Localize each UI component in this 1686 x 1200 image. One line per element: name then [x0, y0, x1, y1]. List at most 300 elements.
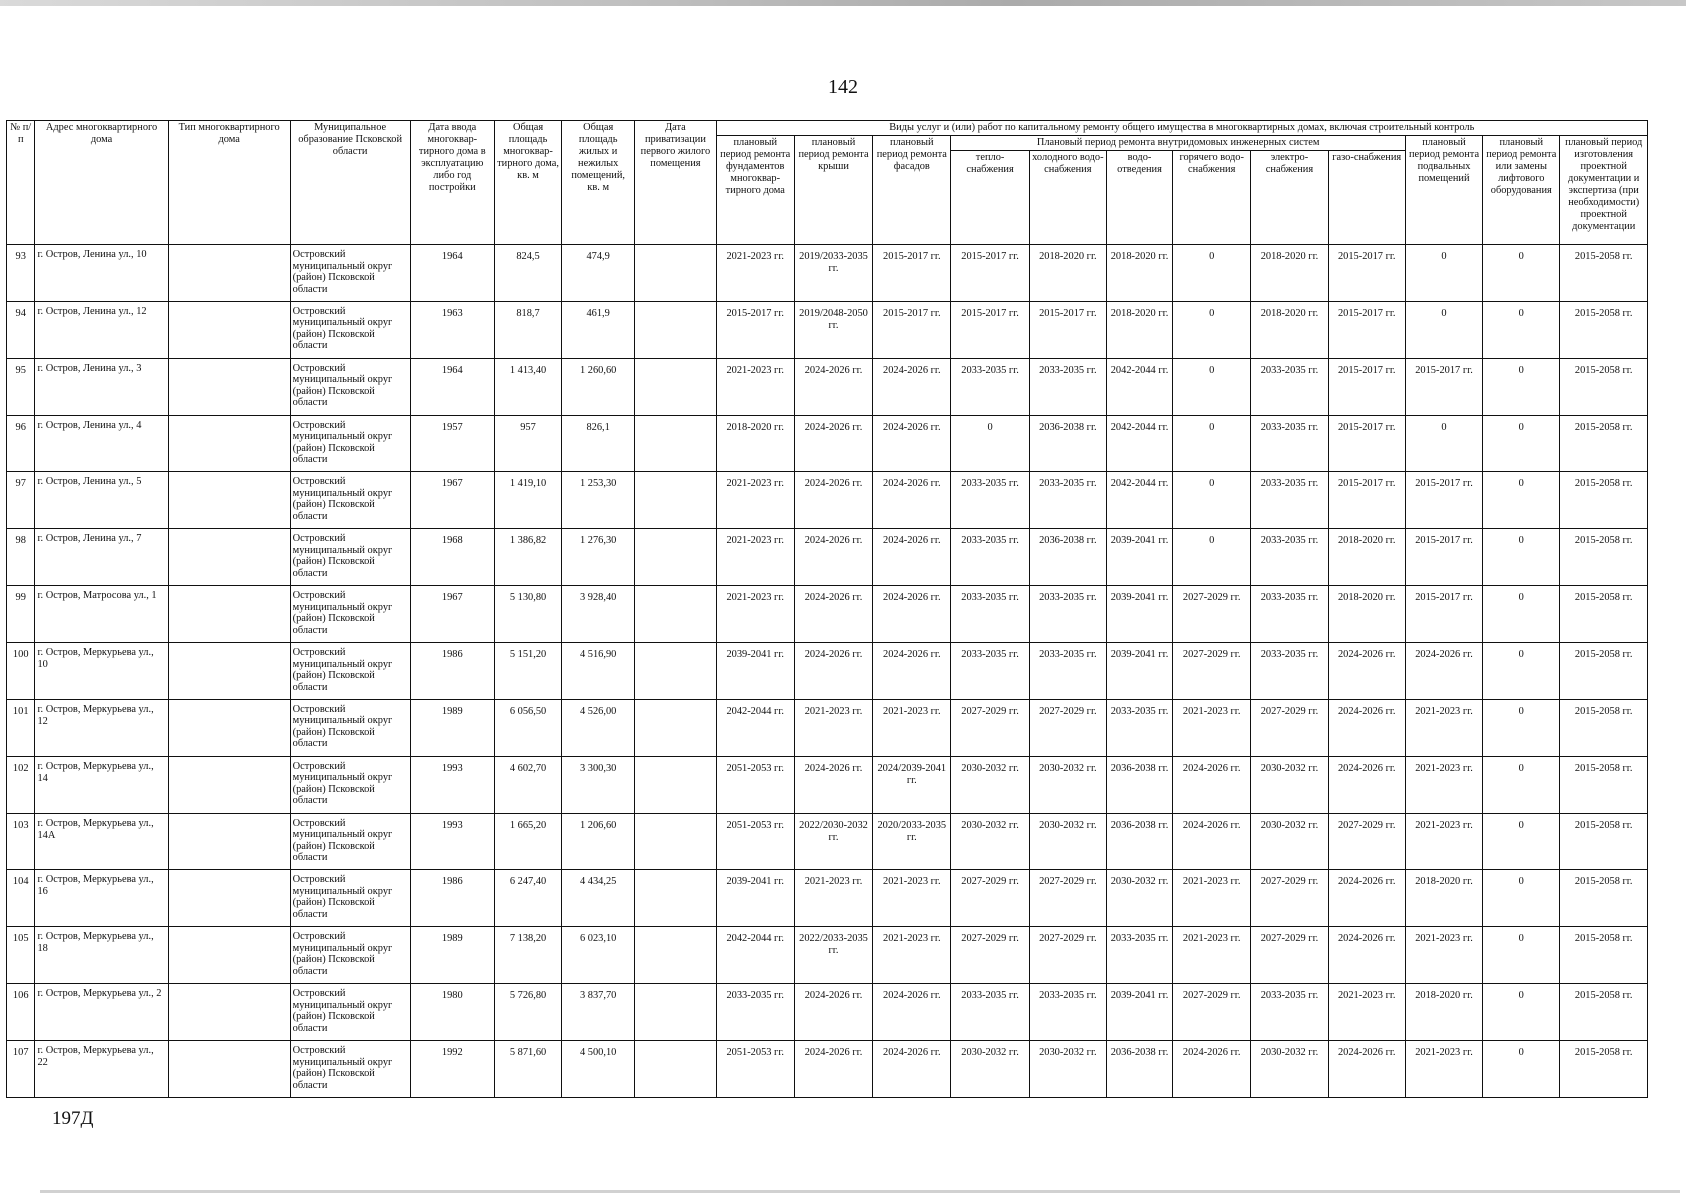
cell-design: 2015-2058 гг. [1560, 529, 1648, 586]
cell-electric: 2027-2029 гг. [1251, 870, 1328, 927]
cell-total-area: 6 247,40 [494, 870, 561, 927]
cell-hot-water: 2024-2026 гг. [1173, 1041, 1251, 1098]
cell-basement: 2015-2017 гг. [1405, 586, 1482, 643]
cell-hot-water: 0 [1173, 245, 1251, 302]
cell-heat: 0 [951, 415, 1029, 472]
cell-privatization [635, 415, 716, 472]
cell-drainage: 2042-2044 гг. [1106, 415, 1172, 472]
cell-hot-water: 0 [1173, 472, 1251, 529]
cell-n: 101 [7, 699, 35, 756]
cell-type [168, 927, 290, 984]
cell-year: 1980 [410, 984, 494, 1041]
table-row [7, 699, 1648, 756]
cell-basement: 2018-2020 гг. [1405, 984, 1482, 1041]
cell-heat: 2027-2029 гг. [951, 699, 1029, 756]
cell-facade: 2021-2023 гг. [873, 699, 951, 756]
cell-design: 2015-2058 гг. [1560, 643, 1648, 700]
cell-design: 2015-2058 гг. [1560, 472, 1648, 529]
cell-heat: 2015-2017 гг. [951, 301, 1029, 358]
table-body [7, 245, 1648, 1098]
cell-facade: 2024-2026 гг. [873, 472, 951, 529]
cell-facade: 2021-2023 гг. [873, 927, 951, 984]
col-drainage-header: водо-отведения [1106, 151, 1172, 245]
cell-electric: 2030-2032 гг. [1251, 813, 1328, 870]
col-municipality-header: Муниципальное образование Псковской области [290, 121, 410, 245]
cell-hot-water: 2021-2023 гг. [1173, 699, 1251, 756]
cell-roof: 2024-2026 гг. [794, 1041, 872, 1098]
cell-electric: 2033-2035 гг. [1251, 358, 1328, 415]
scan-edge-bottom [40, 1190, 1680, 1193]
cell-year: 1993 [410, 813, 494, 870]
cell-gas: 2021-2023 гг. [1328, 984, 1405, 1041]
cell-year: 1986 [410, 643, 494, 700]
cell-gas: 2027-2029 гг. [1328, 813, 1405, 870]
cell-design: 2015-2058 гг. [1560, 813, 1648, 870]
cell-n: 95 [7, 358, 35, 415]
cell-roof: 2022/2033-2035 гг. [794, 927, 872, 984]
cell-basement: 0 [1405, 245, 1482, 302]
cell-year: 1964 [410, 245, 494, 302]
col-heat-header: тепло-снабжения [951, 151, 1029, 245]
cell-address: г. Остров, Ленина ул., 4 [35, 415, 168, 472]
cell-cold-water: 2030-2032 гг. [1029, 756, 1106, 813]
cell-foundation: 2021-2023 гг. [716, 529, 794, 586]
cell-elevator: 0 [1483, 870, 1560, 927]
cell-foundation: 2039-2041 гг. [716, 870, 794, 927]
table-row [7, 813, 1648, 870]
cell-elevator: 0 [1483, 927, 1560, 984]
cell-heat: 2033-2035 гг. [951, 529, 1029, 586]
cell-living-area: 3 300,30 [562, 756, 635, 813]
cell-drainage: 2042-2044 гг. [1106, 358, 1172, 415]
cell-privatization [635, 1041, 716, 1098]
cell-type [168, 301, 290, 358]
cell-gas: 2024-2026 гг. [1328, 756, 1405, 813]
cell-elevator: 0 [1483, 472, 1560, 529]
cell-foundation: 2021-2023 гг. [716, 358, 794, 415]
cell-cold-water: 2018-2020 гг. [1029, 245, 1106, 302]
document-code: 197Д [52, 1108, 94, 1129]
cell-electric: 2033-2035 гг. [1251, 415, 1328, 472]
cell-elevator: 0 [1483, 529, 1560, 586]
cell-total-area: 5 151,20 [494, 643, 561, 700]
cell-elevator: 0 [1483, 1041, 1560, 1098]
cell-hot-water: 2027-2029 гг. [1173, 586, 1251, 643]
cell-living-area: 4 434,25 [562, 870, 635, 927]
cell-drainage: 2033-2035 гг. [1106, 699, 1172, 756]
cell-heat: 2033-2035 гг. [951, 586, 1029, 643]
cell-facade: 2024-2026 гг. [873, 529, 951, 586]
table-row [7, 643, 1648, 700]
cell-total-area: 1 665,20 [494, 813, 561, 870]
cell-foundation: 2051-2053 гг. [716, 1041, 794, 1098]
page-number: 142 [828, 76, 858, 98]
cell-roof: 2024-2026 гг. [794, 984, 872, 1041]
cell-type [168, 1041, 290, 1098]
cell-basement: 2021-2023 гг. [1405, 927, 1482, 984]
cell-basement: 2015-2017 гг. [1405, 358, 1482, 415]
table-row [7, 756, 1648, 813]
cell-type [168, 245, 290, 302]
cell-electric: 2018-2020 гг. [1251, 245, 1328, 302]
cell-hot-water: 0 [1173, 529, 1251, 586]
cell-type [168, 756, 290, 813]
table-row [7, 472, 1648, 529]
cell-address: г. Остров, Меркурьева ул., 16 [35, 870, 168, 927]
cell-living-area: 3 928,40 [562, 586, 635, 643]
cell-year: 1993 [410, 756, 494, 813]
cell-heat: 2030-2032 гг. [951, 756, 1029, 813]
cell-cold-water: 2033-2035 гг. [1029, 358, 1106, 415]
cell-foundation: 2021-2023 гг. [716, 472, 794, 529]
cell-address: г. Остров, Меркурьева ул., 14 [35, 756, 168, 813]
cell-year: 1957 [410, 415, 494, 472]
cell-drainage: 2039-2041 гг. [1106, 529, 1172, 586]
cell-privatization [635, 472, 716, 529]
cell-total-area: 5 130,80 [494, 586, 561, 643]
cell-basement: 2015-2017 гг. [1405, 529, 1482, 586]
systems-group-header: Плановый период ремонта внутридомовых инженерных систем [951, 136, 1405, 151]
cell-address: г. Остров, Меркурьева ул., 18 [35, 927, 168, 984]
cell-electric: 2027-2029 гг. [1251, 699, 1328, 756]
cell-hot-water: 2024-2026 гг. [1173, 756, 1251, 813]
col-num-header: № п/п [7, 121, 35, 245]
cell-total-area: 4 602,70 [494, 756, 561, 813]
cell-address: г. Остров, Матросова ул., 1 [35, 586, 168, 643]
cell-privatization [635, 358, 716, 415]
cell-living-area: 4 500,10 [562, 1041, 635, 1098]
cell-facade: 2024-2026 гг. [873, 358, 951, 415]
cell-living-area: 1 276,30 [562, 529, 635, 586]
cell-year: 1967 [410, 472, 494, 529]
table-row [7, 301, 1648, 358]
cell-year: 1963 [410, 301, 494, 358]
cell-roof: 2021-2023 гг. [794, 699, 872, 756]
cell-elevator: 0 [1483, 301, 1560, 358]
cell-foundation: 2021-2023 гг. [716, 586, 794, 643]
cell-design: 2015-2058 гг. [1560, 245, 1648, 302]
cell-foundation: 2042-2044 гг. [716, 699, 794, 756]
cell-living-area: 1 253,30 [562, 472, 635, 529]
cell-year: 1992 [410, 1041, 494, 1098]
cell-drainage: 2018-2020 гг. [1106, 245, 1172, 302]
cell-roof: 2024-2026 гг. [794, 756, 872, 813]
cell-electric: 2018-2020 гг. [1251, 301, 1328, 358]
cell-basement: 2021-2023 гг. [1405, 756, 1482, 813]
cell-roof: 2024-2026 гг. [794, 415, 872, 472]
cell-address: г. Остров, Ленина ул., 7 [35, 529, 168, 586]
cell-design: 2015-2058 гг. [1560, 984, 1648, 1041]
cell-n: 94 [7, 301, 35, 358]
cell-heat: 2033-2035 гг. [951, 358, 1029, 415]
cell-elevator: 0 [1483, 643, 1560, 700]
cell-foundation: 2042-2044 гг. [716, 927, 794, 984]
cell-design: 2015-2058 гг. [1560, 699, 1648, 756]
cell-facade: 2015-2017 гг. [873, 245, 951, 302]
col-privatization-header: Дата приватизации первого жилого помещения [635, 121, 716, 245]
cell-cold-water: 2036-2038 гг. [1029, 529, 1106, 586]
cell-facade: 2024-2026 гг. [873, 1041, 951, 1098]
cell-type [168, 699, 290, 756]
cell-municipality: Островский муниципальный округ (район) Псковской области [290, 301, 410, 358]
cell-n: 106 [7, 984, 35, 1041]
cell-gas: 2024-2026 гг. [1328, 870, 1405, 927]
cell-drainage: 2030-2032 гг. [1106, 870, 1172, 927]
cell-basement: 0 [1405, 301, 1482, 358]
cell-cold-water: 2033-2035 гг. [1029, 643, 1106, 700]
cell-privatization [635, 529, 716, 586]
cell-privatization [635, 756, 716, 813]
cell-facade: 2024-2026 гг. [873, 586, 951, 643]
cell-cold-water: 2027-2029 гг. [1029, 870, 1106, 927]
cell-total-area: 818,7 [494, 301, 561, 358]
col-living-area-header: Общая площадь жилых и нежилых помещений, кв. м [562, 121, 635, 245]
cell-drainage: 2039-2041 гг. [1106, 984, 1172, 1041]
cell-type [168, 472, 290, 529]
cell-municipality: Островский муниципальный округ (район) Псковской области [290, 1041, 410, 1098]
col-design-docs-header: плановый период изготовления проектной документации и экспертиза (при необходимости) проектной документации [1560, 136, 1648, 245]
cell-electric: 2030-2032 гг. [1251, 1041, 1328, 1098]
cell-basement: 2015-2017 гг. [1405, 472, 1482, 529]
cell-basement: 0 [1405, 415, 1482, 472]
cell-total-area: 5 871,60 [494, 1041, 561, 1098]
cell-heat: 2015-2017 гг. [951, 245, 1029, 302]
cell-type [168, 358, 290, 415]
cell-hot-water: 0 [1173, 415, 1251, 472]
cell-design: 2015-2058 гг. [1560, 756, 1648, 813]
cell-hot-water: 2027-2029 гг. [1173, 643, 1251, 700]
cell-drainage: 2039-2041 гг. [1106, 586, 1172, 643]
cell-elevator: 0 [1483, 756, 1560, 813]
cell-type [168, 813, 290, 870]
cell-basement: 2021-2023 гг. [1405, 1041, 1482, 1098]
cell-total-area: 1 419,10 [494, 472, 561, 529]
cell-year: 1967 [410, 586, 494, 643]
cell-elevator: 0 [1483, 586, 1560, 643]
cell-facade: 2015-2017 гг. [873, 301, 951, 358]
cell-living-area: 826,1 [562, 415, 635, 472]
cell-municipality: Островский муниципальный округ (район) Псковской области [290, 358, 410, 415]
cell-municipality: Островский муниципальный округ (район) Псковской области [290, 870, 410, 927]
capital-repair-table [6, 120, 1648, 1098]
cell-roof: 2024-2026 гг. [794, 586, 872, 643]
cell-privatization [635, 927, 716, 984]
cell-roof: 2019/2048-2050 гг. [794, 301, 872, 358]
cell-cold-water: 2030-2032 гг. [1029, 813, 1106, 870]
col-total-area-header: Общая площадь многоквар-тирного дома, кв. м [494, 121, 561, 245]
cell-living-area: 474,9 [562, 245, 635, 302]
cell-municipality: Островский муниципальный округ (район) Псковской области [290, 984, 410, 1041]
cell-n: 100 [7, 643, 35, 700]
cell-address: г. Остров, Ленина ул., 10 [35, 245, 168, 302]
cell-cold-water: 2033-2035 гг. [1029, 472, 1106, 529]
col-facade-header: плановый период ремонта фасадов [873, 136, 951, 245]
cell-cold-water: 2030-2032 гг. [1029, 1041, 1106, 1098]
col-foundation-header: плановый период ремонта фундаментов многоквар-тирного дома [716, 136, 794, 245]
cell-gas: 2024-2026 гг. [1328, 1041, 1405, 1098]
works-group-header: Виды услуг и (или) работ по капитальному ремонту общего имущества в многоквартирных домах, включая строительный контроль [716, 121, 1647, 136]
col-gas-header: газо-снабжения [1328, 151, 1405, 245]
cell-design: 2015-2058 гг. [1560, 415, 1648, 472]
cell-drainage: 2042-2044 гг. [1106, 472, 1172, 529]
cell-municipality: Островский муниципальный округ (район) Псковской области [290, 813, 410, 870]
cell-heat: 2027-2029 гг. [951, 870, 1029, 927]
col-cold-water-header: холодного водо-снабжения [1029, 151, 1106, 245]
cell-facade: 2020/2033-2035 гг. [873, 813, 951, 870]
cell-electric: 2030-2032 гг. [1251, 756, 1328, 813]
cell-cold-water: 2027-2029 гг. [1029, 927, 1106, 984]
cell-municipality: Островский муниципальный округ (район) Псковской области [290, 586, 410, 643]
cell-type [168, 529, 290, 586]
cell-foundation: 2051-2053 гг. [716, 813, 794, 870]
cell-roof: 2024-2026 гг. [794, 643, 872, 700]
cell-address: г. Остров, Меркурьева ул., 22 [35, 1041, 168, 1098]
cell-total-area: 957 [494, 415, 561, 472]
cell-elevator: 0 [1483, 415, 1560, 472]
cell-facade: 2024-2026 гг. [873, 984, 951, 1041]
cell-design: 2015-2058 гг. [1560, 358, 1648, 415]
cell-drainage: 2018-2020 гг. [1106, 301, 1172, 358]
cell-electric: 2033-2035 гг. [1251, 472, 1328, 529]
cell-basement: 2024-2026 гг. [1405, 643, 1482, 700]
cell-facade: 2024-2026 гг. [873, 415, 951, 472]
cell-n: 96 [7, 415, 35, 472]
cell-gas: 2024-2026 гг. [1328, 927, 1405, 984]
cell-design: 2015-2058 гг. [1560, 1041, 1648, 1098]
cell-n: 97 [7, 472, 35, 529]
cell-gas: 2024-2026 гг. [1328, 699, 1405, 756]
col-address-header: Адрес многоквартирного дома [35, 121, 168, 245]
cell-heat: 2030-2032 гг. [951, 813, 1029, 870]
cell-living-area: 3 837,70 [562, 984, 635, 1041]
cell-heat: 2027-2029 гг. [951, 927, 1029, 984]
cell-year: 1964 [410, 358, 494, 415]
cell-municipality: Островский муниципальный округ (район) Псковской области [290, 529, 410, 586]
cell-living-area: 4 516,90 [562, 643, 635, 700]
table-row [7, 358, 1648, 415]
cell-elevator: 0 [1483, 813, 1560, 870]
cell-living-area: 6 023,10 [562, 927, 635, 984]
cell-year: 1989 [410, 699, 494, 756]
cell-n: 93 [7, 245, 35, 302]
col-roof-header: плановый период ремонта крыши [794, 136, 872, 245]
cell-heat: 2033-2035 гг. [951, 984, 1029, 1041]
col-elevator-header: плановый период ремонта или замены лифтового оборудования [1483, 136, 1560, 245]
cell-year: 1989 [410, 927, 494, 984]
cell-living-area: 1 206,60 [562, 813, 635, 870]
cell-hot-water: 0 [1173, 358, 1251, 415]
cell-roof: 2024-2026 гг. [794, 472, 872, 529]
cell-total-area: 1 413,40 [494, 358, 561, 415]
cell-year: 1986 [410, 870, 494, 927]
cell-roof: 2019/2033-2035 гг. [794, 245, 872, 302]
cell-total-area: 5 726,80 [494, 984, 561, 1041]
cell-hot-water: 2021-2023 гг. [1173, 927, 1251, 984]
col-electric-header: электро-снабжения [1251, 151, 1328, 245]
cell-privatization [635, 245, 716, 302]
cell-n: 104 [7, 870, 35, 927]
scan-edge-top [0, 0, 1686, 6]
cell-drainage: 2036-2038 гг. [1106, 813, 1172, 870]
cell-n: 98 [7, 529, 35, 586]
table-row [7, 245, 1648, 302]
cell-drainage: 2033-2035 гг. [1106, 927, 1172, 984]
table-row [7, 415, 1648, 472]
cell-type [168, 984, 290, 1041]
cell-address: г. Остров, Ленина ул., 3 [35, 358, 168, 415]
cell-foundation: 2051-2053 гг. [716, 756, 794, 813]
cell-roof: 2021-2023 гг. [794, 870, 872, 927]
col-type-header: Тип многоквартирного дома [168, 121, 290, 245]
cell-facade: 2024-2026 гг. [873, 643, 951, 700]
cell-foundation: 2033-2035 гг. [716, 984, 794, 1041]
cell-drainage: 2039-2041 гг. [1106, 643, 1172, 700]
cell-gas: 2015-2017 гг. [1328, 415, 1405, 472]
cell-basement: 2021-2023 гг. [1405, 813, 1482, 870]
cell-cold-water: 2033-2035 гг. [1029, 586, 1106, 643]
cell-address: г. Остров, Меркурьева ул., 2 [35, 984, 168, 1041]
col-hot-water-header: горячего водо-снабжения [1173, 151, 1251, 245]
cell-heat: 2033-2035 гг. [951, 643, 1029, 700]
cell-cold-water: 2036-2038 гг. [1029, 415, 1106, 472]
table-row [7, 927, 1648, 984]
cell-cold-water: 2033-2035 гг. [1029, 984, 1106, 1041]
cell-n: 107 [7, 1041, 35, 1098]
table-row [7, 870, 1648, 927]
cell-hot-water: 2027-2029 гг. [1173, 984, 1251, 1041]
cell-elevator: 0 [1483, 984, 1560, 1041]
cell-type [168, 870, 290, 927]
cell-n: 102 [7, 756, 35, 813]
cell-gas: 2015-2017 гг. [1328, 245, 1405, 302]
cell-hot-water: 2021-2023 гг. [1173, 870, 1251, 927]
col-basement-header: плановый период ремонта подвальных помещений [1405, 136, 1482, 245]
cell-gas: 2018-2020 гг. [1328, 529, 1405, 586]
cell-roof: 2024-2026 гг. [794, 529, 872, 586]
cell-living-area: 1 260,60 [562, 358, 635, 415]
cell-elevator: 0 [1483, 358, 1560, 415]
cell-design: 2015-2058 гг. [1560, 927, 1648, 984]
cell-total-area: 7 138,20 [494, 927, 561, 984]
cell-gas: 2015-2017 гг. [1328, 301, 1405, 358]
cell-municipality: Островский муниципальный округ (район) Псковской области [290, 756, 410, 813]
cell-elevator: 0 [1483, 699, 1560, 756]
cell-foundation: 2021-2023 гг. [716, 245, 794, 302]
cell-heat: 2033-2035 гг. [951, 472, 1029, 529]
cell-hot-water: 2024-2026 гг. [1173, 813, 1251, 870]
cell-foundation: 2015-2017 гг. [716, 301, 794, 358]
col-commission-date-header: Дата ввода многоквар-тирного дома в эксплуатацию либо год постройки [410, 121, 494, 245]
cell-heat: 2030-2032 гг. [951, 1041, 1029, 1098]
cell-address: г. Остров, Меркурьева ул., 12 [35, 699, 168, 756]
cell-privatization [635, 699, 716, 756]
cell-privatization [635, 870, 716, 927]
cell-electric: 2033-2035 гг. [1251, 984, 1328, 1041]
cell-year: 1968 [410, 529, 494, 586]
cell-roof: 2024-2026 гг. [794, 358, 872, 415]
cell-gas: 2024-2026 гг. [1328, 643, 1405, 700]
cell-municipality: Островский муниципальный округ (район) Псковской области [290, 472, 410, 529]
cell-municipality: Островский муниципальный округ (район) Псковской области [290, 927, 410, 984]
cell-n: 103 [7, 813, 35, 870]
table-row [7, 586, 1648, 643]
cell-gas: 2015-2017 гг. [1328, 358, 1405, 415]
cell-privatization [635, 586, 716, 643]
cell-drainage: 2036-2038 гг. [1106, 1041, 1172, 1098]
cell-address: г. Остров, Ленина ул., 12 [35, 301, 168, 358]
cell-privatization [635, 813, 716, 870]
cell-facade: 2021-2023 гг. [873, 870, 951, 927]
